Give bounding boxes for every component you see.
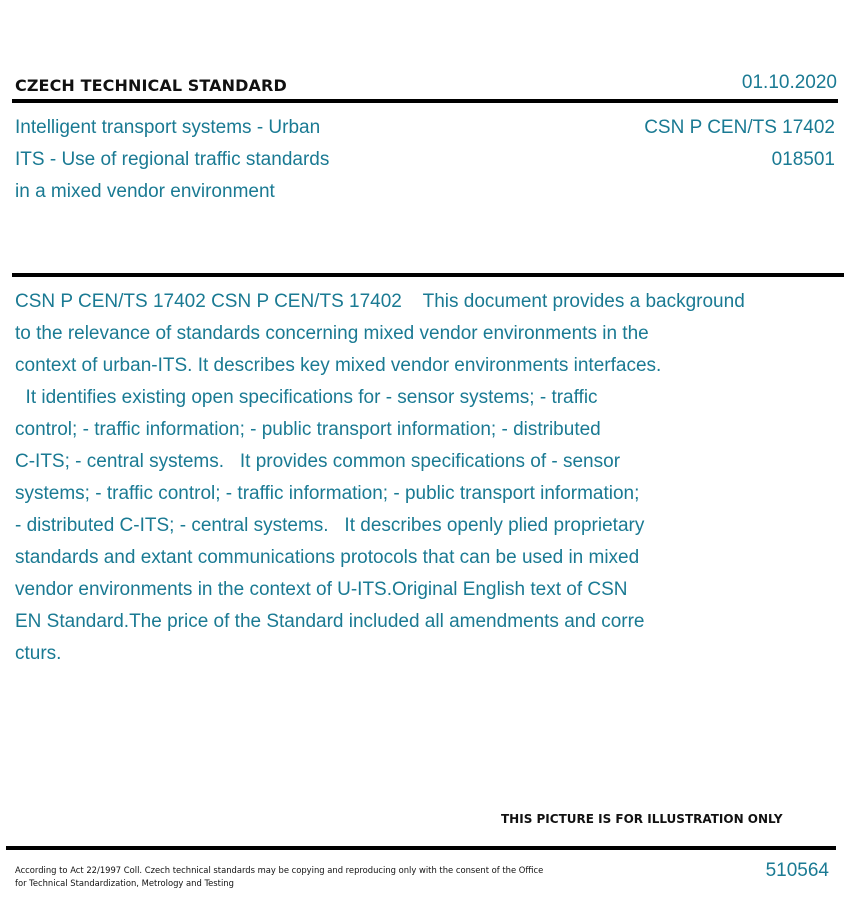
document-type-label: CZECH TECHNICAL STANDARD [15,76,287,95]
legal-line-2: for Technical Standardization, Metrology and Testing [15,878,234,888]
abstract-line: - distributed C-ITS; - central systems. It describes openly plied proprietary [15,515,645,536]
standard-codes [644,112,835,176]
abstract-line: to the relevance of standards concerning mixed vendor environments in the [15,323,649,344]
abstract-line: standards and extant communications protocols that can be used in mixed [15,547,640,568]
abstract-line: vendor environments in the context of U-ITS.Original English text of CSN [15,579,628,600]
legal-line-1: According to Act 22/1997 Coll. Czech technical standards may be copying and reproducing only with the consent of the Office [15,865,544,875]
publication-date: 01.10.2020 [741,72,837,93]
abstract-line: control; - traffic information; - public transport information; - distributed [15,419,601,440]
abstract-text [15,286,845,670]
title-line-1: Intelligent transport systems - Urban [15,117,321,138]
abstract-line: C-ITS; - central systems. It provides common specifications of - sensor [15,451,621,472]
legal-notice [15,864,595,890]
title-line-3: in a mixed vendor environment [15,181,275,202]
abstract-line: EN Standard.The price of the Standard included all amendments and corre [15,611,645,632]
title-divider [12,273,844,277]
title-line-2: ITS - Use of regional traffic standards [15,149,330,170]
class-code: 018501 [771,149,835,170]
abstract-line: CSN P CEN/TS 17402 CSN P CEN/TS 17402 This document provides a background [15,291,745,312]
illustration-notice: THIS PICTURE IS FOR ILLUSTRATION ONLY [501,812,783,826]
standard-id: CSN P CEN/TS 17402 [644,117,835,138]
abstract-line: context of urban-ITS. It describes key mixed vendor environments interfaces. [15,355,662,376]
footer-divider [6,846,836,850]
standard-title [15,112,455,208]
abstract-line: systems; - traffic control; - traffic information; - public transport information; [15,483,640,504]
abstract-line: It identifies existing open specifications for - sensor systems; - traffic [15,387,598,408]
abstract-line: cturs. [15,643,62,664]
catalog-number: 510564 [765,860,829,881]
header-divider [12,99,838,103]
